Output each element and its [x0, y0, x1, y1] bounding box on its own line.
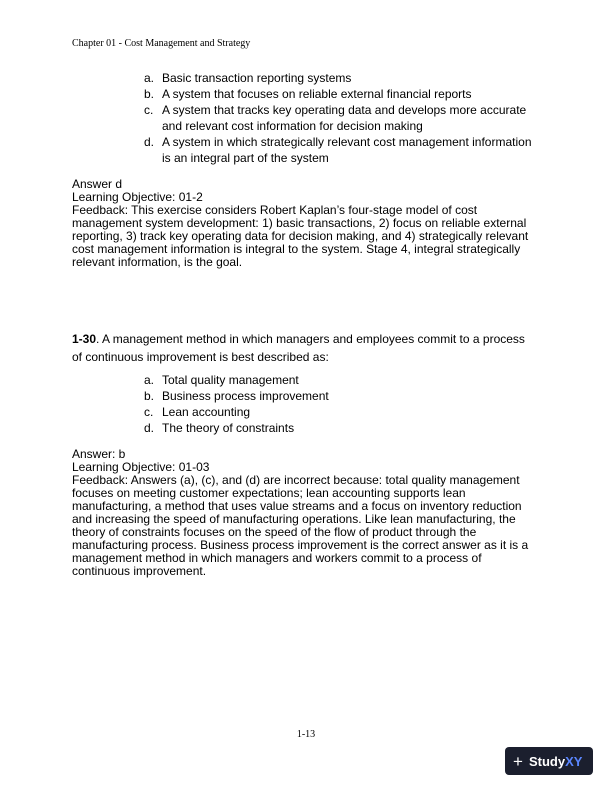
q2-option-b	[144, 388, 329, 404]
q1-option-b-text: A system that focuses on reliable external financial reports	[162, 87, 472, 101]
q1-option-a-letter: a.	[144, 71, 155, 85]
q2-option-c-text: Lean accounting	[162, 405, 251, 419]
q2-feedback-line-1: Feedback: Answers (a), (c), and (d) are incorrect because: total quality management	[72, 473, 520, 487]
chapter-header: Chapter 01 - Cost Management and Strategy	[72, 38, 251, 49]
q2-feedback-line-5: theory of constraints focuses on the speed of the flow of product through the	[72, 525, 477, 539]
q1-feedback-line-4: cost management information is integral to the system. Stage 4, integral strategically	[72, 242, 521, 256]
q2-feedback-line-8: continuous improvement.	[72, 564, 207, 578]
q1-option-b	[144, 86, 532, 102]
q2-answer: Answer: b	[72, 447, 126, 461]
studyxy-badge[interactable]	[505, 747, 593, 775]
q1-feedback-line-3: reporting, 3) track key operating data for decision making, and 4) strategically relevant	[72, 229, 529, 243]
q2-question-line-1	[72, 330, 542, 348]
q1-option-c	[144, 102, 532, 134]
q1-option-d	[144, 134, 532, 166]
q2-option-a-text: Total quality management	[162, 373, 299, 387]
q2-option-d	[144, 420, 329, 436]
q2-option-b-letter: b.	[144, 389, 155, 403]
q1-learning-objective: Learning Objective: 01-2	[72, 190, 203, 204]
page-number: 1-13	[296, 729, 316, 740]
q2-question	[72, 330, 542, 366]
q2-options	[144, 372, 329, 436]
q2-question-text-2: of continuous improvement is best described as:	[72, 350, 329, 364]
q1-option-a	[144, 70, 532, 86]
q2-feedback-line-6: manufacturing process. Business process improvement is the correct answer as it is a	[72, 538, 529, 552]
q1-option-d-line1: A system in which strategically relevant cost management information	[162, 135, 532, 149]
q1-options	[144, 70, 532, 166]
q2-option-a-letter: a.	[144, 373, 155, 387]
q1-option-c-line1: A system that tracks key operating data and develops more accurate	[162, 103, 527, 117]
q1-answer: Answer d	[72, 177, 123, 191]
q2-number: 1-30	[72, 332, 97, 346]
q2-feedback-line-7: management method in which managers and workers commit to a process of	[72, 551, 482, 565]
q1-option-c-letter: c.	[144, 103, 154, 117]
q1-feedback-line-2: management system development: 1) basic transactions, 2) focus on reliable external	[72, 216, 527, 230]
q2-feedback-line-2: focuses on meeting customer expectations; lean accounting supports lean	[72, 486, 466, 500]
plus-icon: +	[513, 751, 523, 771]
q2-option-b-text: Business process improvement	[162, 389, 329, 403]
q2-question-text-1: . A management method in which managers and employees commit to a process	[96, 332, 525, 346]
q2-option-c-letter: c.	[144, 405, 154, 419]
q1-feedback-line-1: Feedback: This exercise considers Robert Kaplan’s four-stage model of cost	[72, 203, 478, 217]
q2-learning-objective: Learning Objective: 01-03	[72, 460, 210, 474]
q2-option-d-letter: d.	[144, 421, 155, 435]
q1-feedback-line-5: relevant information, is the goal.	[72, 255, 243, 269]
q2-option-c	[144, 404, 329, 420]
q2-option-d-text: The theory of constraints	[162, 421, 295, 435]
q1-option-b-letter: b.	[144, 87, 155, 101]
q1-answer-block	[72, 178, 542, 269]
brand-accent-text: XY	[565, 753, 583, 769]
q2-feedback-line-4: and increasing the speed of manufacturing operations. Like lean manufacturing, the	[72, 512, 516, 526]
q2-feedback-line-3: manufacturing, a method that uses value streams and a focus on inventory reduction	[72, 499, 522, 513]
q2-answer-block	[72, 448, 542, 578]
q1-option-a-text: Basic transaction reporting systems	[162, 71, 352, 85]
q1-option-c-line2: and relevant cost information for decision making	[162, 119, 423, 133]
q1-option-d-letter: d.	[144, 135, 155, 149]
q2-option-a	[144, 372, 329, 388]
brand-main-text: Study	[528, 753, 566, 769]
q1-option-d-line2: is an integral part of the system	[162, 151, 329, 165]
